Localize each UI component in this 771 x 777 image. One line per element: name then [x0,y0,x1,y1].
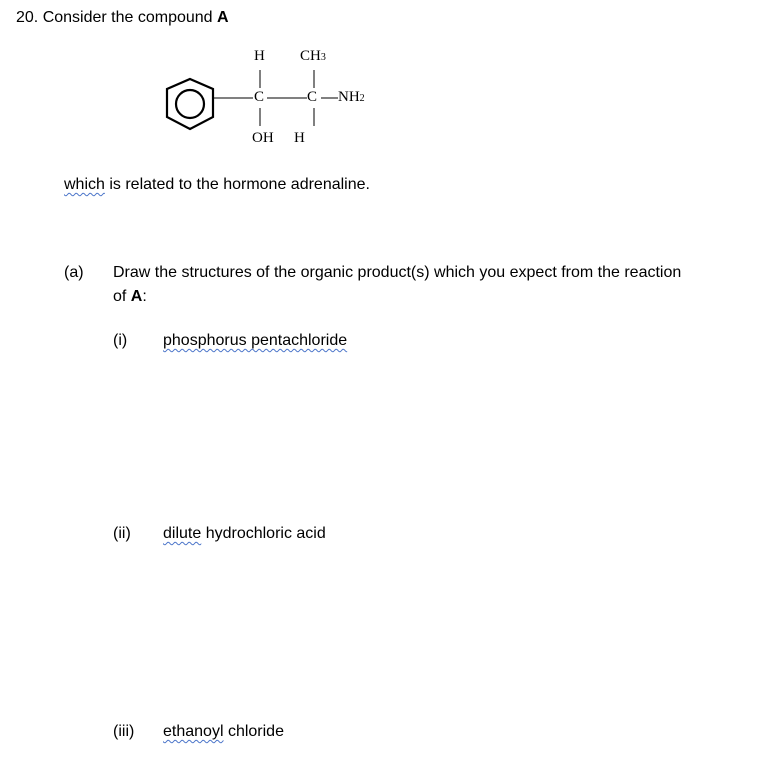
question-number-text: 20. Consider the compound [16,9,218,26]
atom-bottom-h: H [294,130,305,146]
benzene-inner-circle [176,90,204,118]
part-a-line2-suffix: : [142,288,147,305]
subpart-ii-first-word: dilute [163,525,202,542]
part-a-line2-prefix: of [113,288,131,305]
subpart-ii-label: (ii) [113,525,131,542]
part-a-compound: A [130,288,143,305]
related-sentence [64,175,370,195]
subpart-i-text [163,331,347,351]
part-a-label: (a) [64,264,84,281]
benzene-ring [167,79,213,129]
subpart-i-reagent: phosphorus pentachloride [163,332,348,349]
atom-ch3-subscript: 3 [320,52,326,63]
atom-oh: OH [252,130,274,146]
subpart-iii-rest: chloride [223,723,284,740]
atom-ch3-text: CH [300,48,321,64]
atom-nh2-text: NH [338,89,360,105]
atom-c2: C [307,89,318,105]
part-a-line1: Draw the structures of the organic product(s) which you expect from the reaction [113,264,682,281]
subpart-ii-rest: hydrochloric acid [201,525,326,542]
atom-top-h: H [254,48,265,64]
subpart-iii-first-word: ethanoyl [163,723,224,740]
atom-nh2 [338,89,365,106]
subpart-iii-text [163,722,284,742]
related-sentence-rest: is related to the hormone adrenaline. [104,176,370,193]
part-a-line2 [113,287,147,307]
subpart-i-label: (i) [113,332,128,349]
atom-c1: C [254,89,265,105]
subpart-iii-label: (iii) [113,723,135,740]
compound-label: A [217,9,229,26]
spellcheck-word: which [64,176,105,193]
subpart-ii-text [163,524,326,544]
atom-nh2-subscript: 2 [359,93,365,104]
atom-ch3 [300,48,326,65]
